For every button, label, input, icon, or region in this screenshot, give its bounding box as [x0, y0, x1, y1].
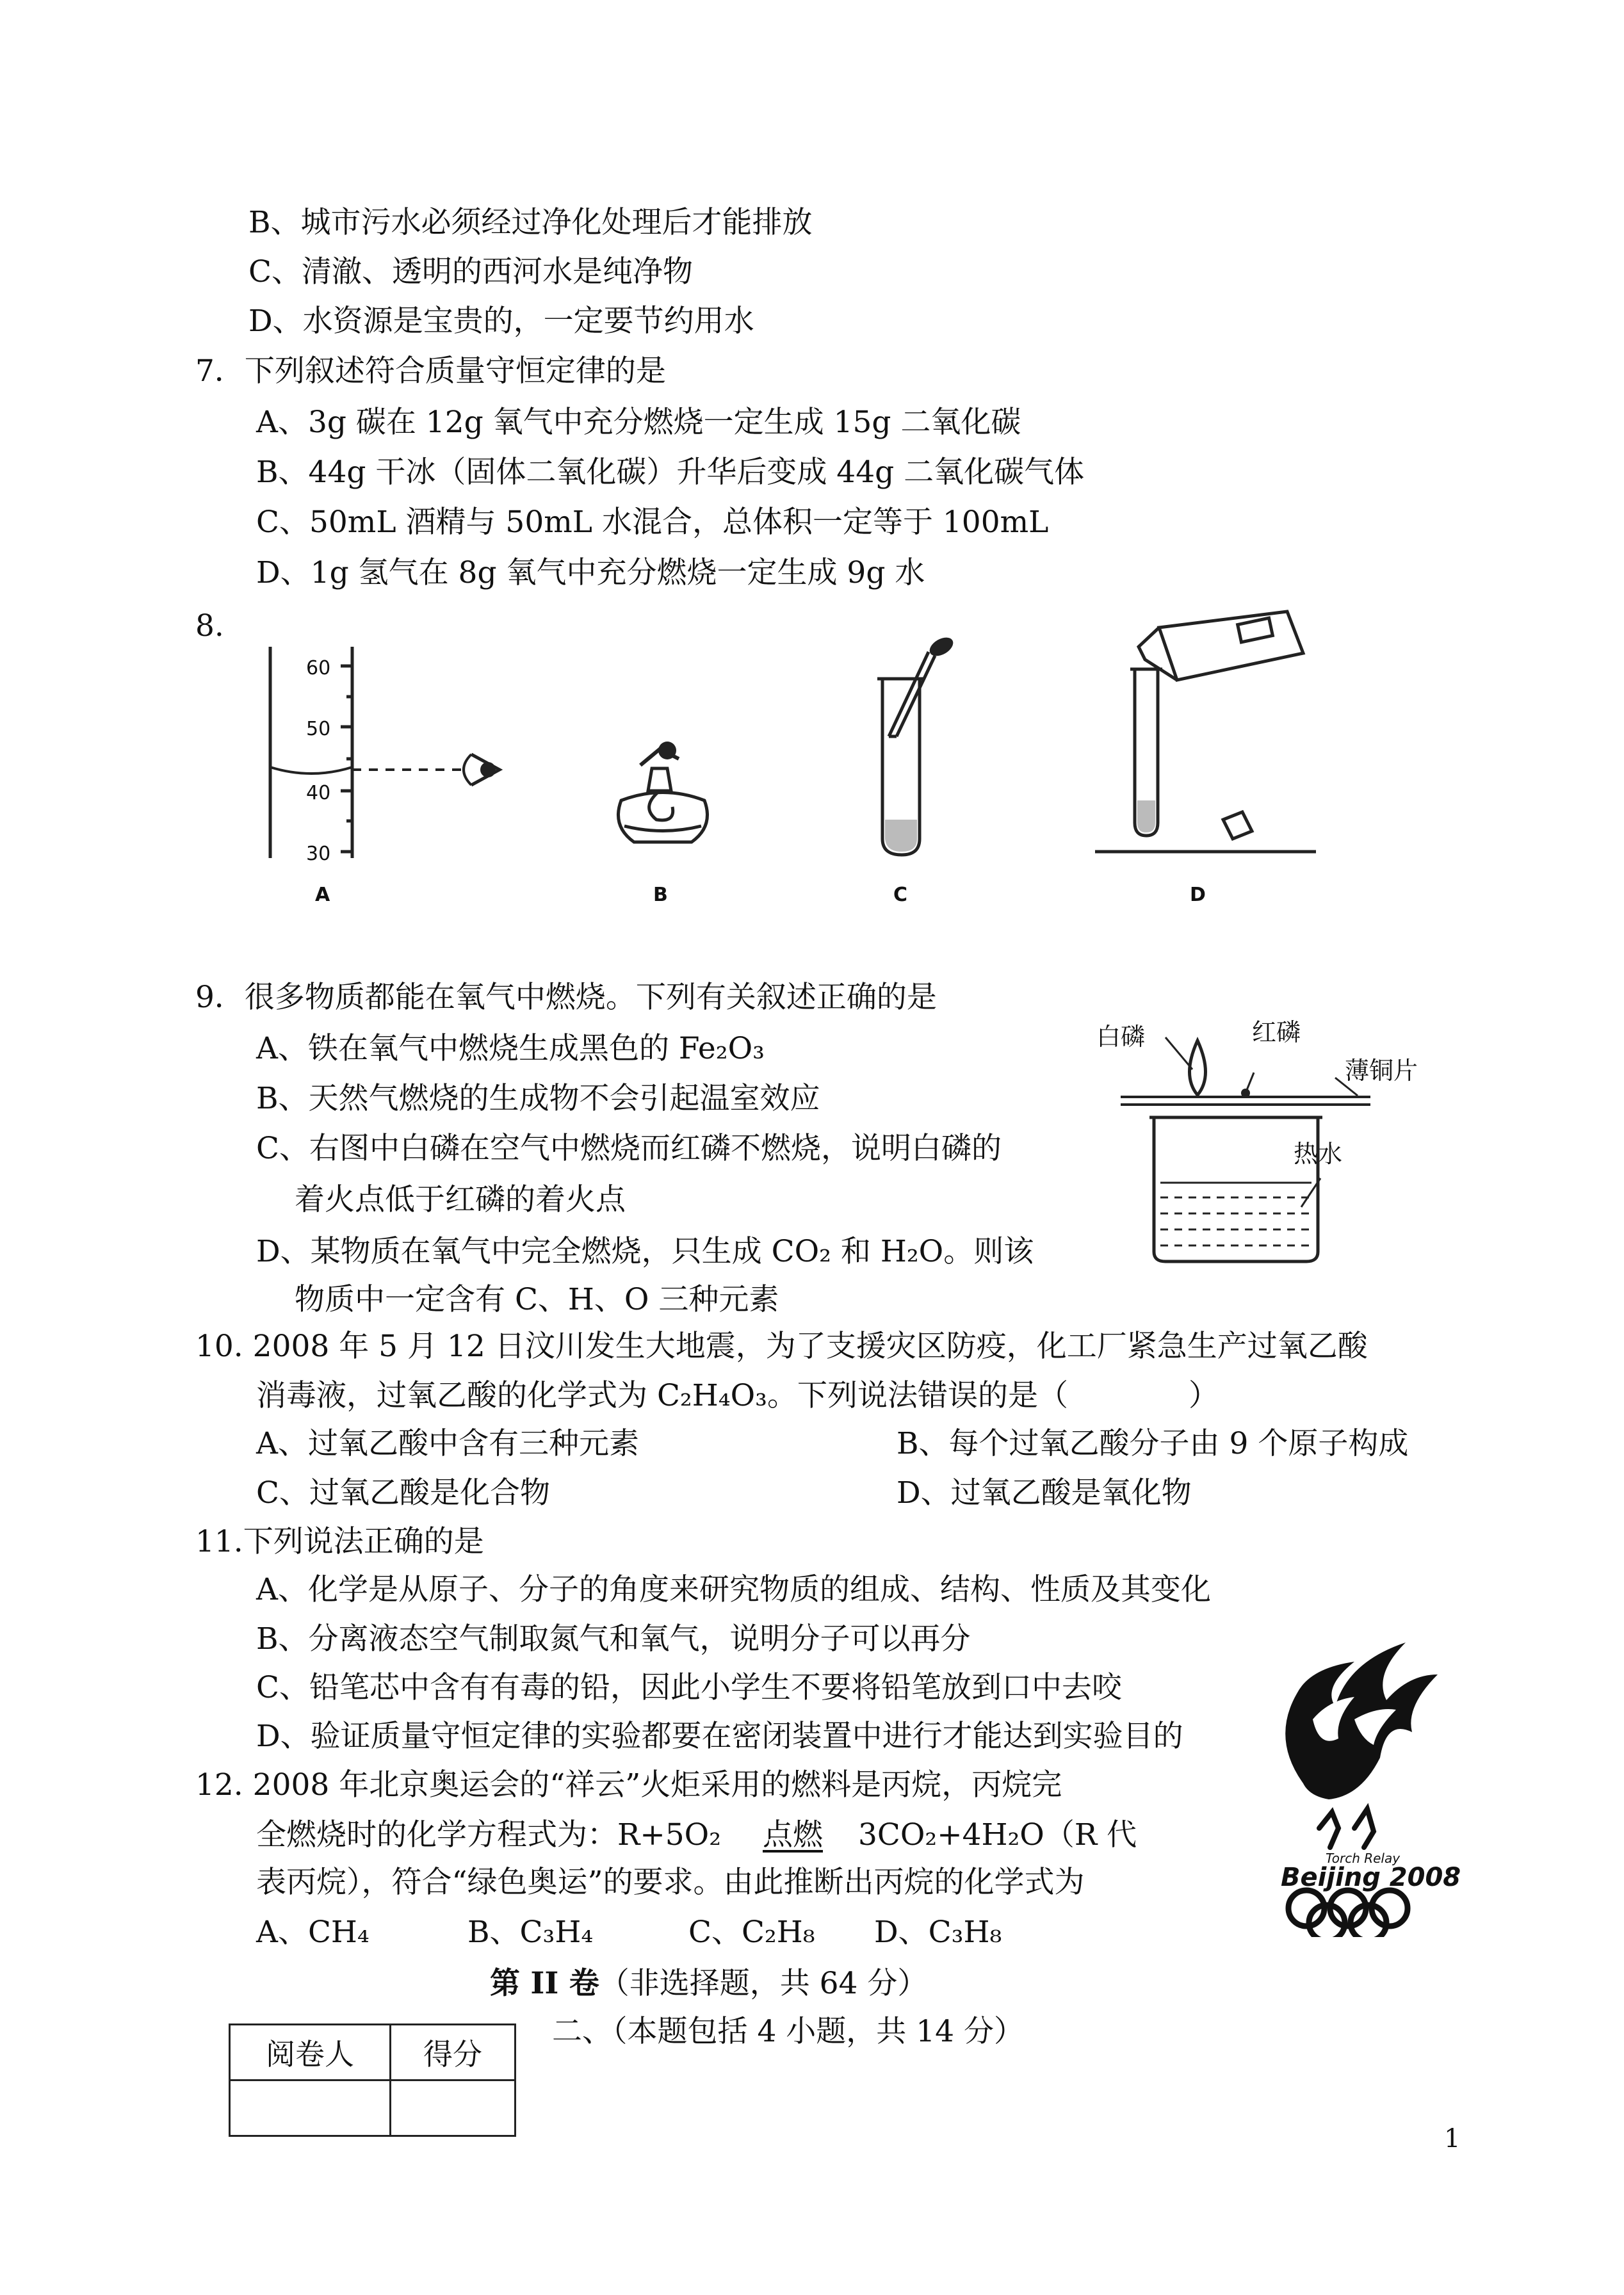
grader-cell[interactable] [230, 2080, 391, 2136]
figure-a-scale-30: 30 [306, 843, 331, 865]
q10-option-c: C、过氧乙酸是化合物 [256, 1475, 550, 1511]
figure-a-cylinder [256, 640, 525, 871]
section-two-heading: 二、（本题包括 4 小题，共 14 分） [552, 2014, 1024, 2049]
q6-option-b: B、城市污水必须经过净化处理后才能排放 [248, 205, 813, 240]
q10-option-a: A、过氧乙酸中含有三种元素 [256, 1426, 639, 1461]
q9-label-copper-sheet: 薄铜片 [1345, 1057, 1418, 1085]
q10-option-d: D、过氧乙酸是氧化物 [897, 1475, 1192, 1511]
figure-c-letter: C [893, 884, 908, 906]
page-number: 1 [1444, 2124, 1461, 2153]
q11-option-a: A、化学是从原子、分子的角度来研究物质的组成、结构、性质及其变化 [256, 1572, 1211, 1607]
figure-b-alcohol-lamp [596, 730, 730, 858]
part2-title-rest: （非选择题，共 64 分） [599, 1966, 928, 2001]
q7-option-a: A、3g 碳在 12g 氧气中充分燃烧一定生成 15g 二氧化碳 [256, 405, 1021, 440]
q12-option-b: B、C₃H₄ [467, 1915, 594, 1950]
q12-option-d: D、C₃H₈ [874, 1915, 1002, 1950]
q6-option-c: C、清澈、透明的西河水是纯净物 [248, 254, 693, 289]
q6-option-d: D、水资源是宝贵的，一定要节约用水 [248, 304, 754, 339]
q7-option-b: B、44g 干冰（固体二氧化碳）升华后变成 44g 二氧化碳气体 [256, 455, 1085, 490]
logo-beijing-2008-text: Beijing 2008 [1281, 1863, 1461, 1892]
q9-option-d-line2: 物质中一定含有 C、H、O 三种元素 [295, 1282, 779, 1317]
part2-title-bold: 第 II 卷 [490, 1966, 599, 2001]
q9-option-d-line1: D、某物质在氧气中完全燃烧，只生成 CO₂ 和 H₂O。则该 [256, 1234, 1034, 1269]
q7-option-c: C、50mL 酒精与 50mL 水混合，总体积一定等于 100mL [256, 505, 1049, 540]
score-cell[interactable] [391, 2080, 516, 2136]
q7-stem: 7．下列叙述符合质量守恒定律的是 [195, 353, 666, 389]
q11-option-b: B、分离液态空气制取氮气和氧气，说明分子可以再分 [256, 1621, 971, 1657]
q9-option-c-line2: 着火点低于红磷的着火点 [295, 1182, 626, 1217]
q12-stem-line1: 12. 2008 年北京奥运会的“祥云”火炬采用的燃料是丙烷，丙烷完 [195, 1767, 1062, 1803]
figure-d-pouring-bottle [1095, 608, 1326, 858]
figure-a-letter: A [315, 884, 330, 906]
q12-equation-right: 3CO₂+4H₂O（R 代 [857, 1817, 1137, 1853]
q9-label-hot-water: 热水 [1294, 1140, 1343, 1168]
grader-header: 阅卷人 [230, 2025, 391, 2080]
figure-a-scale-60: 60 [306, 657, 331, 679]
figure-c-test-tube-dropper [852, 634, 980, 877]
q12-condition-ignite: 点燃 [763, 1817, 823, 1853]
q12-equation-left: 全燃烧时的化学方程式为：R+5O₂ [256, 1817, 722, 1853]
q11-option-c: C、铅笔芯中含有有毒的铅，因此小学生不要将铅笔放到口中去咬 [256, 1670, 1122, 1705]
grader-score-table [229, 2023, 516, 2137]
q12-option-c: C、C₂H₈ [688, 1915, 815, 1950]
figure-d-letter: D [1190, 884, 1206, 906]
figure-a-scale-50: 50 [306, 718, 331, 740]
q9-option-b: B、天然气燃烧的生成物不会引起温室效应 [256, 1081, 820, 1116]
figure-a-scale-40: 40 [306, 782, 331, 804]
q9-label-red-phosphorus: 红磷 [1252, 1018, 1301, 1046]
figure-b-letter: B [653, 884, 668, 906]
q8-number: 8. [195, 608, 224, 644]
logo-torch-relay-text: Torch Relay [1326, 1851, 1401, 1866]
q9-beaker-figure [1114, 1021, 1383, 1271]
q10-option-b: B、每个过氧乙酸分子由 9 个原子构成 [897, 1426, 1409, 1461]
q9-label-white-phosphorus: 白磷 [1096, 1023, 1146, 1051]
score-header: 得分 [391, 2025, 516, 2080]
q9-stem: 9．很多物质都能在氧气中燃烧。下列有关叙述正确的是 [195, 980, 937, 1015]
q10-stem-line1: 10. 2008 年 5 月 12 日汶川发生大地震，为了支援灾区防疫，化工厂紧急生产过氧乙酸 [195, 1329, 1368, 1364]
q12-option-a: A、CH₄ [256, 1915, 369, 1950]
q9-option-a: A、铁在氧气中燃烧生成黑色的 Fe₂O₃ [256, 1031, 765, 1066]
q11-option-d: D、验证质量守恒定律的实验都要在密闭装置中进行才能达到实验目的 [256, 1719, 1183, 1754]
part2-title [490, 1965, 927, 2003]
q12-stem-line2 [256, 1816, 1137, 1854]
q11-stem: 11.下列说法正确的是 [195, 1524, 484, 1559]
q9-option-c-line1: C、右图中白磷在空气中燃烧而红磷不燃烧，说明白磷的 [256, 1131, 1002, 1166]
q7-option-d: D、1g 氢气在 8g 氧气中充分燃烧一定生成 9g 水 [256, 555, 925, 590]
q12-stem-line3: 表丙烷），符合“绿色奥运”的要求。由此推断出丙烷的化学式为 [256, 1865, 1085, 1900]
q10-stem-line2: 消毒液，过氧乙酸的化学式为 C₂H₄O₃。下列说法错误的是（ ） [256, 1378, 1219, 1413]
